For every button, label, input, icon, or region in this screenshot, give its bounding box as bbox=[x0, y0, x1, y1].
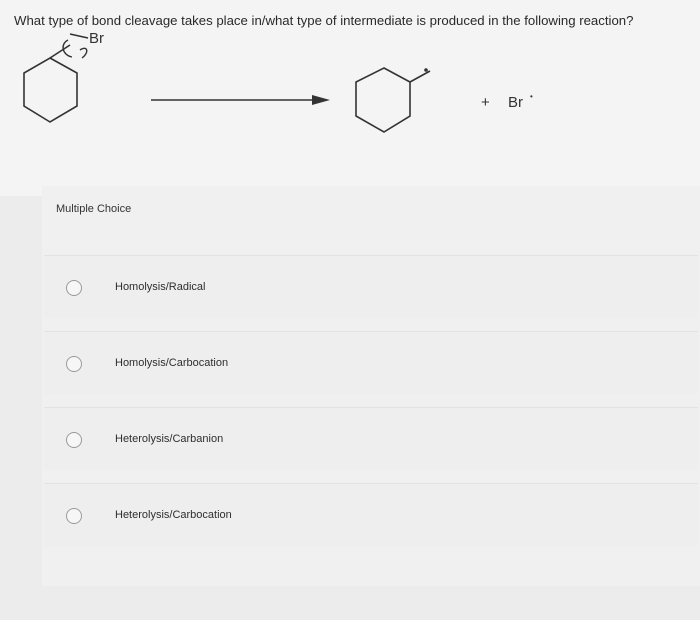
choice-label: Homolysis/Carbocation bbox=[115, 357, 229, 369]
bottom-strip bbox=[0, 586, 700, 620]
product-br-radical-label: Br bbox=[508, 94, 523, 111]
radio-button[interactable] bbox=[66, 280, 82, 296]
product-cyclohexane-ring bbox=[356, 68, 410, 132]
radio-button[interactable] bbox=[66, 432, 82, 448]
question-text: What type of bond cleavage takes place in/what type of intermediate is produced in the following reaction? bbox=[14, 13, 634, 28]
reactant-ch2-bond bbox=[50, 45, 70, 58]
reactant-cyclohexane-ring bbox=[24, 58, 77, 122]
radio-button[interactable] bbox=[66, 356, 82, 372]
radio-button[interactable] bbox=[66, 508, 82, 524]
reaction-arrow-head bbox=[312, 95, 330, 105]
choice-label: Homolysis/Radical bbox=[115, 281, 206, 293]
choice-homolysis-radical[interactable] bbox=[44, 255, 698, 318]
choice-label: Heterolysis/Carbanion bbox=[115, 433, 224, 445]
product-ch2-bond bbox=[410, 71, 430, 82]
choice-label: Heterolysis/Carbocation bbox=[115, 509, 232, 521]
reactant-br-bond bbox=[70, 34, 88, 38]
multiple-choice-header: Multiple Choice bbox=[56, 203, 132, 215]
reactant-br-label: Br bbox=[89, 30, 104, 47]
product-radical-dot-icon bbox=[424, 68, 428, 72]
choice-heterolysis-carbanion[interactable] bbox=[44, 407, 698, 470]
choice-heterolysis-carbocation[interactable] bbox=[44, 483, 698, 546]
product-plus-sign: + bbox=[481, 94, 490, 111]
reaction-diagram bbox=[0, 0, 700, 196]
choice-homolysis-carbocation[interactable] bbox=[44, 331, 698, 394]
fishhook-arrow-right bbox=[80, 48, 87, 58]
product-br-radical-dot: • bbox=[530, 92, 533, 101]
